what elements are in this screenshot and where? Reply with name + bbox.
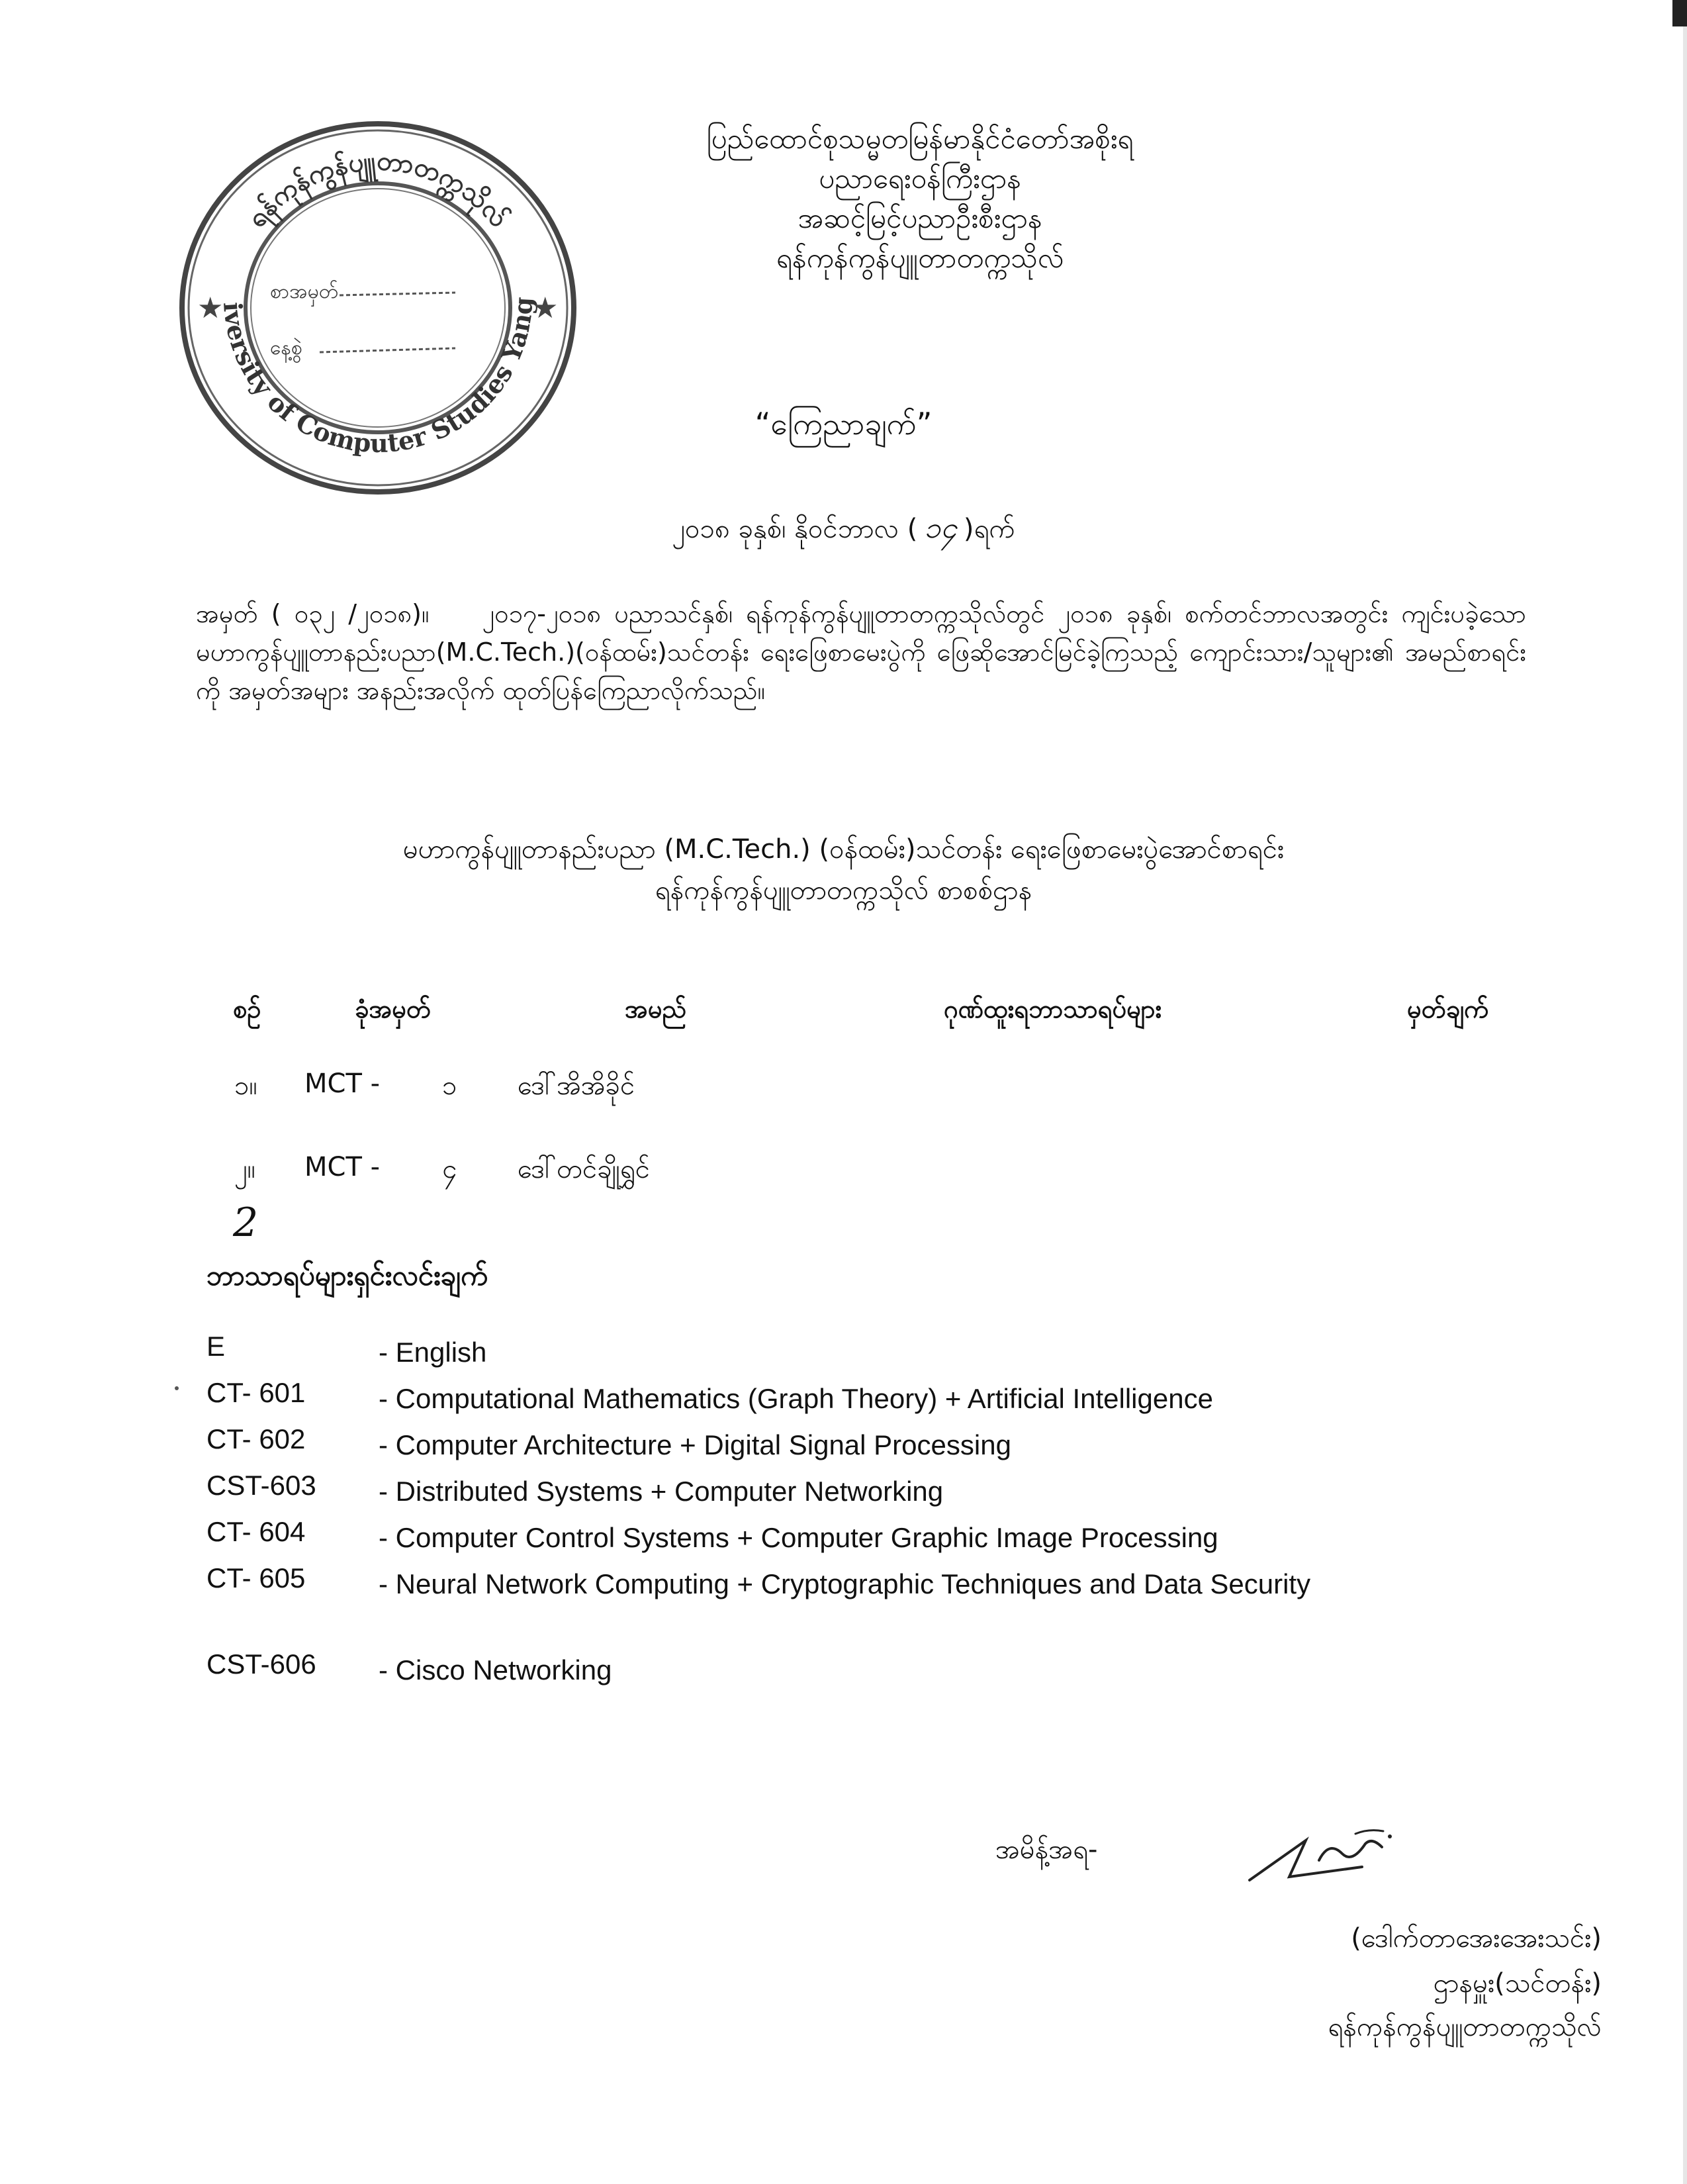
row-no: ၂။ xyxy=(234,1154,255,1184)
by-order-label: အမိန့်အရ- xyxy=(995,1834,1098,1865)
subject-code: CST-606 xyxy=(206,1648,316,1680)
col-header-no: စဉ် xyxy=(233,994,261,1023)
col-header-name: အမည် xyxy=(625,994,687,1023)
table-row xyxy=(0,1152,1687,1192)
header-department: အဆင့်မြင့်ပညာဦးစီးဌာန xyxy=(798,202,1042,234)
seal-line1-label: စာအမှတ် xyxy=(270,280,339,303)
seal-bottom-text: iversity of Computer Studies Yang xyxy=(218,296,539,459)
announcement-title: “ကြေညာချက်” xyxy=(754,406,933,442)
list-item xyxy=(206,1562,1464,1648)
body-text: ၂၀၁၇-၂၀၁၈ ပညာသင်နှစ်၊ ရန်ကုန်ကွန်ပျူတာတက္ကသိုလ်တွင် ၂၀၁၈ ခုနှစ်၊ စက်တင်ဘာလအတွင်း ကျင်းပခဲ့သော မဟာကွန်ပျူတာနည်းပညာ(M.C.Tech.)(ဝန်ထမ်း)သင်တန်း ရေးဖြေစာမေးပွဲကို ဖြေဆိုအောင်မြင်ခဲ့ကြသည့် ကျောင်းသား/သူများ၏ အမည်စာရင်းကို အမှတ်အများ အနည်းအလိုက် ထုတ်ပြန်ကြေညာလိုက်သည်။ xyxy=(196,599,1526,705)
row-name: ဒေါ်အိအိခိုင် xyxy=(518,1070,635,1101)
seal-line2-label: နေ့စွဲ xyxy=(270,336,302,359)
list-item xyxy=(206,1377,1464,1423)
row-roll-number: ၁ xyxy=(442,1070,457,1101)
date-day: ၁၄ xyxy=(924,511,957,545)
results-heading xyxy=(0,829,1687,911)
list-item xyxy=(206,1331,1464,1377)
subject-code: E xyxy=(206,1331,226,1362)
letterhead xyxy=(556,119,1284,278)
signatory-organization: ရန်ကုန်ကွန်ပျူတာတက္ကသိုလ် xyxy=(1328,2012,1602,2042)
subject-desc: - Neural Network Computing + Cryptographic Techniques and Data Security xyxy=(379,1568,1311,1599)
subjects-title: ဘာသာရပ်များရှင်းလင်းချက် xyxy=(206,1259,488,1292)
col-header-roll: ခုံအမှတ် xyxy=(355,994,431,1023)
handwritten-count-mark: 2 xyxy=(233,1200,259,1246)
subject-code: CT- 601 xyxy=(206,1377,306,1408)
subject-code: CST-603 xyxy=(206,1470,316,1501)
subject-desc: - Computer Control Systems + Computer Graphic Image Processing xyxy=(379,1522,1218,1553)
list-item xyxy=(206,1470,1464,1516)
row-roll-number: ၄ xyxy=(442,1154,457,1184)
row-roll-prefix: MCT - xyxy=(304,1152,381,1182)
subject-desc: - Computational Mathematics (Graph Theory) + Artificial Intelligence xyxy=(379,1383,1213,1414)
table-row xyxy=(0,1068,1687,1108)
signatory-name: (ဒေါက်တာအေးအေးသင်း) xyxy=(1351,1923,1602,1954)
list-item xyxy=(206,1423,1464,1470)
seal-top-text: ရန်ကုန်ကွန်ပျူတာတက္ကသိုလ် xyxy=(241,145,514,234)
date-prefix: ၂၀၁၈ ခုနှစ်၊ နိုဝင်ဘာလ ( xyxy=(672,514,918,544)
results-heading-line2: ရန်ကုန်ကွန်ပျူတာတက္ကသိုလ် စာစစ်ဌာန xyxy=(655,875,1032,906)
reference-number: အမှတ် ( ၀၃၂ /၂၀၁၈)။ xyxy=(196,599,430,628)
subjects-list xyxy=(206,1331,1464,1695)
subject-desc: - English xyxy=(379,1337,487,1368)
list-item xyxy=(206,1516,1464,1562)
signatory-title: ဌာနမှူး(သင်တန်း) xyxy=(1433,1968,1602,1999)
subject-code: CT- 605 xyxy=(206,1562,306,1593)
page-corner-mark xyxy=(1672,0,1687,26)
subject-desc: - Distributed Systems + Computer Networking xyxy=(379,1476,944,1507)
header-government: ပြည်ထောင်စုသမ္မတမြန်မာနိုင်ငံတော်အစိုးရ xyxy=(706,122,1134,155)
subject-code: CT- 604 xyxy=(206,1516,306,1547)
subject-desc: - Computer Architecture + Digital Signal Processing xyxy=(379,1429,1011,1460)
announcement-body xyxy=(196,594,1526,710)
results-heading-line1: မဟာကွန်ပျူတာနည်းပညာ (M.C.Tech.) (ဝန်ထမ်း)သင်တန်း ရေးဖြေစာမေးပွဲအောင်စာရင်း xyxy=(402,834,1285,865)
col-header-distinctions: ဂုဏ်ထူးရဘာသာရပ်များ xyxy=(944,994,1162,1023)
subject-desc: - Cisco Networking xyxy=(379,1654,612,1685)
row-no: ၁။ xyxy=(234,1070,257,1101)
date-line xyxy=(0,510,1687,552)
row-name: ဒေါ်တင်ချိုရွှင် xyxy=(518,1154,650,1184)
handwritten-signature xyxy=(1243,1814,1402,1893)
row-roll-prefix: MCT - xyxy=(304,1068,381,1099)
subject-code: CT- 602 xyxy=(206,1423,306,1454)
col-header-remarks: မှတ်ချက် xyxy=(1407,994,1489,1023)
list-item xyxy=(206,1648,1464,1695)
header-ministry: ပညာရေးဝန်ကြီးဌာန xyxy=(819,162,1021,195)
seal-star-left-icon: ★ xyxy=(197,291,224,325)
scan-speck xyxy=(175,1386,179,1390)
date-suffix: )ရက် xyxy=(963,514,1015,544)
seal-star-right-icon: ★ xyxy=(532,291,559,325)
header-university: ရန်ကုန်ကွန်ပျူတာတက္ကသိုလ် xyxy=(776,242,1064,274)
